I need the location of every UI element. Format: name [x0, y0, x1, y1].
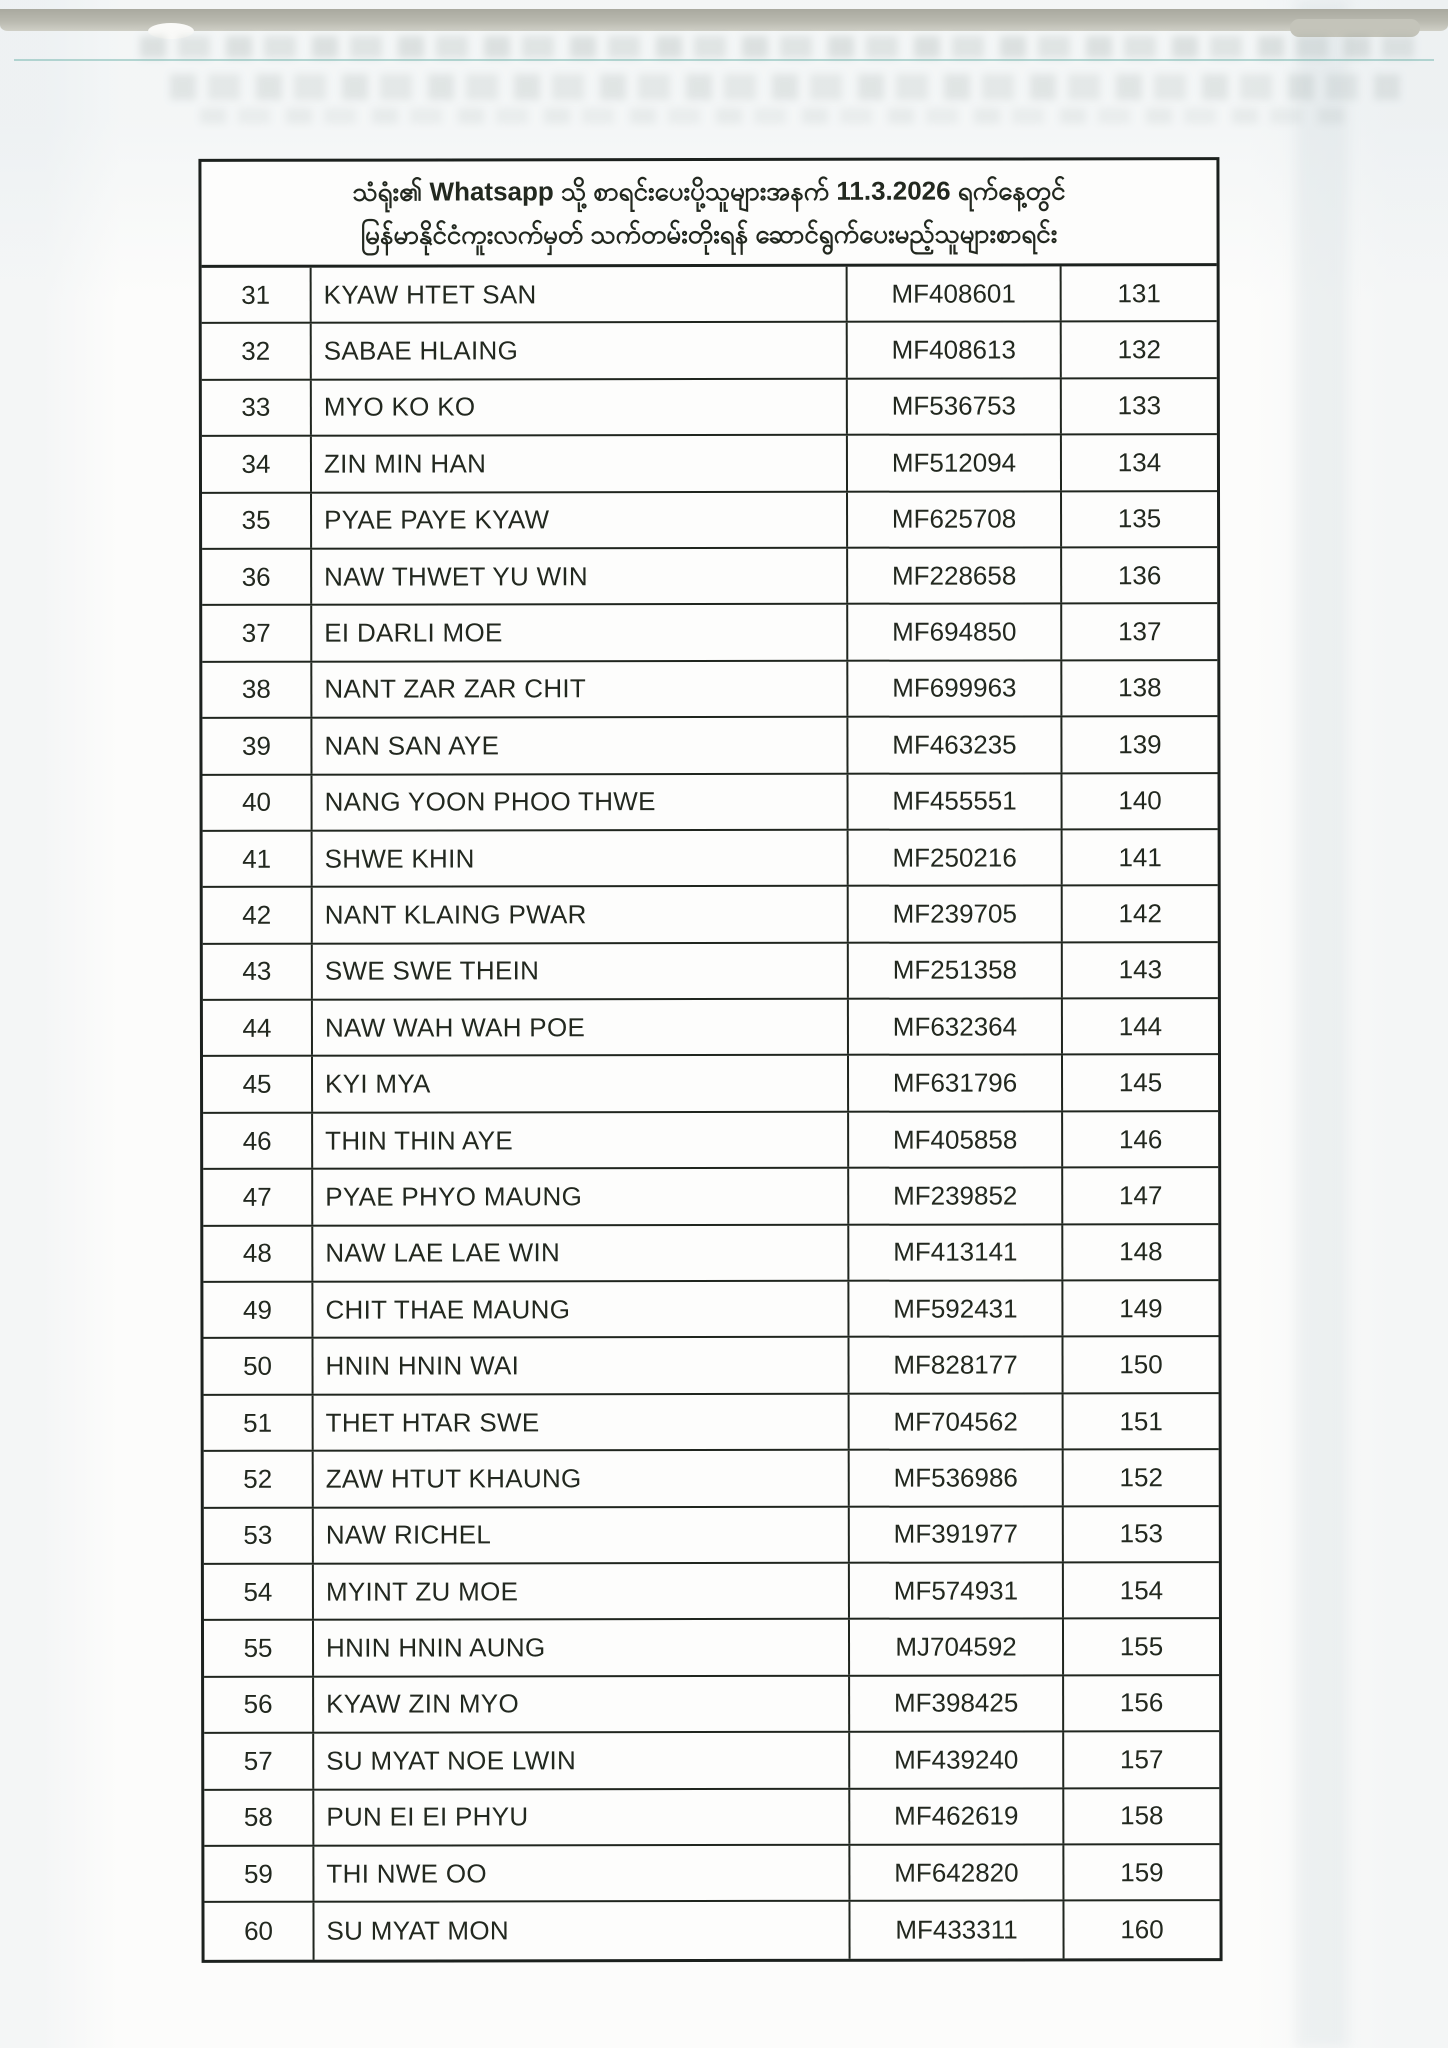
serial-number-cell: 132 — [1117, 334, 1161, 365]
table-row — [203, 886, 1218, 944]
passport-number-cell: MF405858 — [849, 1112, 1063, 1167]
passport-number-cell: MF592431 — [849, 1281, 1063, 1336]
name-cell: NAW WAH WAH POE — [313, 1000, 849, 1055]
name-cell: THI NWE OO — [314, 1846, 850, 1901]
passport-renewal-table — [198, 157, 1222, 1962]
row-number-cell: 54 — [204, 1565, 314, 1620]
ghost-text-band — [200, 108, 1350, 124]
passport-number-cell: MF631796 — [849, 1056, 1063, 1111]
name-cell: MYO KO KO — [312, 380, 848, 435]
table-row — [202, 492, 1217, 550]
serial-number-cell: 155 — [1119, 1631, 1164, 1662]
serial-number-cell: 149 — [1119, 1292, 1163, 1324]
name-cell: NAW RICHEL — [314, 1507, 850, 1562]
table-row — [202, 266, 1217, 324]
name-cell: NANT ZAR ZAR CHIT — [312, 661, 848, 716]
serial-number-cell: 158 — [1120, 1800, 1164, 1831]
name-cell: KYAW HTET SAN — [312, 267, 848, 322]
serial-number-cell: 139 — [1118, 729, 1162, 760]
row-number-cell: 58 — [204, 1790, 314, 1845]
passport-number-cell: MF439240 — [850, 1733, 1064, 1788]
serial-number-cell: 148 — [1119, 1236, 1163, 1267]
name-cell: ZIN MIN HAN — [312, 436, 848, 491]
passport-number-cell: MF239852 — [849, 1169, 1063, 1224]
serial-number-cell: 140 — [1118, 785, 1162, 816]
name-cell: PUN EI EI PHYU — [314, 1789, 850, 1844]
table-row — [204, 1732, 1219, 1790]
row-number-cell: 48 — [203, 1226, 313, 1281]
table-row — [204, 1901, 1219, 1959]
table-row — [202, 717, 1217, 775]
table-row — [203, 1281, 1218, 1339]
passport-number-cell: MF536986 — [850, 1451, 1064, 1506]
passport-number-cell: MF828177 — [849, 1338, 1063, 1393]
teal-rule-line — [14, 59, 1434, 61]
row-number-cell: 38 — [202, 662, 312, 717]
table-row — [203, 1338, 1218, 1396]
row-number-cell: 37 — [202, 606, 312, 661]
serial-number-cell: 141 — [1118, 841, 1162, 872]
table-row — [203, 1168, 1218, 1226]
table-row — [202, 604, 1217, 662]
row-number-cell: 33 — [202, 380, 312, 435]
serial-number-cell: 159 — [1120, 1856, 1164, 1887]
passport-number-cell: MJ704592 — [850, 1620, 1064, 1675]
row-number-cell: 45 — [203, 1057, 313, 1112]
row-number-cell: 36 — [202, 550, 312, 605]
row-number-cell: 49 — [203, 1283, 313, 1338]
table-row — [203, 1112, 1218, 1170]
table-row — [202, 379, 1217, 437]
passport-number-cell: MF408601 — [848, 266, 1062, 321]
passport-number-cell: MF228658 — [848, 548, 1062, 603]
row-number-cell: 44 — [203, 1001, 313, 1056]
row-number-cell: 42 — [203, 888, 313, 943]
table-rows — [202, 266, 1220, 1959]
row-number-cell: 60 — [204, 1903, 314, 1960]
row-number-cell: 53 — [204, 1508, 314, 1563]
name-cell: THET HTAR SWE — [314, 1395, 850, 1450]
name-cell: HNIN HNIN WAI — [313, 1338, 849, 1393]
table-row — [204, 1450, 1219, 1508]
passport-number-cell: MF433311 — [850, 1902, 1064, 1959]
serial-number-cell: 150 — [1119, 1349, 1163, 1380]
passport-number-cell: MF408613 — [848, 323, 1062, 378]
row-number-cell: 35 — [202, 493, 312, 548]
serial-number-cell: 136 — [1117, 559, 1162, 590]
passport-number-cell: MF251358 — [849, 943, 1063, 998]
name-cell: HNIN HNIN AUNG — [314, 1620, 850, 1675]
header-line-2: မြန်မာနိုင်ငံကူးလက်မှတ် သက်တမ်းတိုးရန် ဆောင်ရွက်ပေးမည့်သူများစာရင်း — [360, 217, 1058, 250]
row-number-cell: 52 — [204, 1452, 314, 1507]
table-row — [202, 548, 1217, 606]
table-row — [202, 323, 1217, 381]
row-number-cell: 41 — [203, 832, 313, 887]
name-cell: NANT KLAING PWAR — [313, 887, 849, 942]
name-cell: SABAE HLAING — [312, 323, 848, 378]
table-row — [203, 1225, 1218, 1283]
row-number-cell: 55 — [204, 1621, 314, 1676]
name-cell: THIN THIN AYE — [313, 1113, 849, 1168]
serial-number-cell: 146 — [1118, 1123, 1163, 1154]
passport-number-cell: MF512094 — [848, 436, 1062, 491]
row-number-cell: 34 — [202, 437, 312, 492]
passport-number-cell: MF455551 — [849, 774, 1063, 829]
name-cell: MYINT ZU MOE — [314, 1564, 850, 1619]
serial-number-cell: 153 — [1119, 1518, 1164, 1549]
row-number-cell: 57 — [204, 1734, 314, 1789]
row-number-cell: 50 — [203, 1339, 313, 1394]
name-cell: KYI MYA — [313, 1056, 849, 1111]
passport-number-cell: MF625708 — [848, 492, 1062, 547]
name-cell: NAW LAE LAE WIN — [313, 1225, 849, 1280]
serial-number-cell: 145 — [1118, 1067, 1163, 1098]
serial-number-cell: 142 — [1118, 898, 1162, 929]
name-cell: SHWE KHIN — [313, 831, 849, 886]
passport-number-cell: MF632364 — [849, 999, 1063, 1054]
passport-number-cell: MF398425 — [850, 1676, 1064, 1731]
row-number-cell: 59 — [204, 1847, 314, 1902]
serial-number-cell: 138 — [1118, 672, 1162, 703]
name-cell: SU MYAT MON — [314, 1902, 850, 1959]
row-number-cell: 56 — [204, 1677, 314, 1732]
row-number-cell: 51 — [204, 1396, 314, 1451]
serial-number-cell: 137 — [1118, 616, 1162, 647]
table-row — [203, 830, 1218, 888]
table-row — [204, 1676, 1219, 1734]
table-row — [204, 1394, 1219, 1452]
name-cell: NANG YOON PHOO THWE — [313, 774, 849, 829]
serial-number-cell: 157 — [1119, 1744, 1164, 1775]
table-header — [201, 160, 1216, 268]
ghost-text-band — [140, 36, 1430, 58]
passport-number-cell: MF391977 — [850, 1507, 1064, 1562]
table-row — [203, 999, 1218, 1057]
name-cell: EI DARLI MOE — [312, 605, 848, 660]
table-row — [202, 435, 1217, 493]
name-cell: PYAE PHYO MAUNG — [313, 1169, 849, 1224]
table-row — [204, 1619, 1219, 1677]
passport-number-cell: MF694850 — [848, 605, 1062, 660]
name-cell: ZAW HTUT KHAUNG — [314, 1451, 850, 1506]
name-cell: KYAW ZIN MYO — [314, 1677, 850, 1732]
serial-number-cell: 151 — [1119, 1405, 1163, 1436]
name-cell: PYAE PAYE KYAW — [312, 492, 848, 547]
table-row — [204, 1507, 1219, 1565]
serial-number-cell: 143 — [1118, 954, 1163, 985]
name-cell: CHIT THAE MAUNG — [313, 1282, 849, 1337]
serial-number-cell: 152 — [1119, 1462, 1163, 1493]
table-row — [204, 1845, 1219, 1903]
row-number-cell: 39 — [202, 719, 312, 774]
table-row — [203, 774, 1218, 832]
passport-number-cell: MF704562 — [850, 1394, 1064, 1449]
passport-number-cell: MF250216 — [849, 830, 1063, 885]
serial-number-cell: 147 — [1119, 1180, 1163, 1211]
passport-number-cell: MF239705 — [849, 887, 1063, 942]
row-number-cell: 40 — [203, 775, 313, 830]
serial-number-cell: 154 — [1119, 1574, 1164, 1605]
serial-number-cell: 133 — [1117, 390, 1162, 421]
serial-number-cell: 134 — [1117, 447, 1162, 478]
serial-number-cell: 131 — [1117, 277, 1161, 308]
scan-streak — [1296, 0, 1348, 2048]
table-row — [204, 1563, 1219, 1621]
name-cell: SU MYAT NOE LWIN — [314, 1733, 850, 1788]
name-cell: NAN SAN AYE — [312, 718, 848, 773]
passport-number-cell: MF642820 — [850, 1845, 1064, 1900]
row-number-cell: 46 — [203, 1114, 313, 1169]
table-row — [202, 661, 1217, 719]
serial-number-cell: 156 — [1119, 1687, 1164, 1718]
table-row — [203, 943, 1218, 1001]
serial-number-cell: 135 — [1117, 503, 1162, 534]
header-line-1: သံရုံး၏ Whatsapp သို့ စာရင်းပေးပို့သူများအနက် 11.3.2026 ရက်နေ့တွင် — [352, 175, 1066, 207]
passport-number-cell: MF413141 — [849, 1225, 1063, 1280]
passport-number-cell: MF536753 — [848, 379, 1062, 434]
row-number-cell: 31 — [202, 268, 312, 323]
row-number-cell: 32 — [202, 324, 312, 379]
serial-number-cell: 160 — [1120, 1914, 1164, 1945]
passport-number-cell: MF463235 — [848, 718, 1062, 773]
row-number-cell: 47 — [203, 1170, 313, 1225]
scan-top-edge — [0, 9, 1448, 31]
table-row — [203, 1056, 1218, 1114]
ghost-text-band — [170, 74, 1410, 100]
name-cell: SWE SWE THEIN — [313, 943, 849, 998]
serial-number-cell: 144 — [1118, 1010, 1163, 1042]
table-row — [204, 1789, 1219, 1847]
passport-number-cell: MF574931 — [850, 1563, 1064, 1618]
name-cell: NAW THWET YU WIN — [312, 549, 848, 604]
passport-number-cell: MF699963 — [848, 661, 1062, 716]
row-number-cell: 43 — [203, 944, 313, 999]
passport-number-cell: MF462619 — [850, 1789, 1064, 1844]
